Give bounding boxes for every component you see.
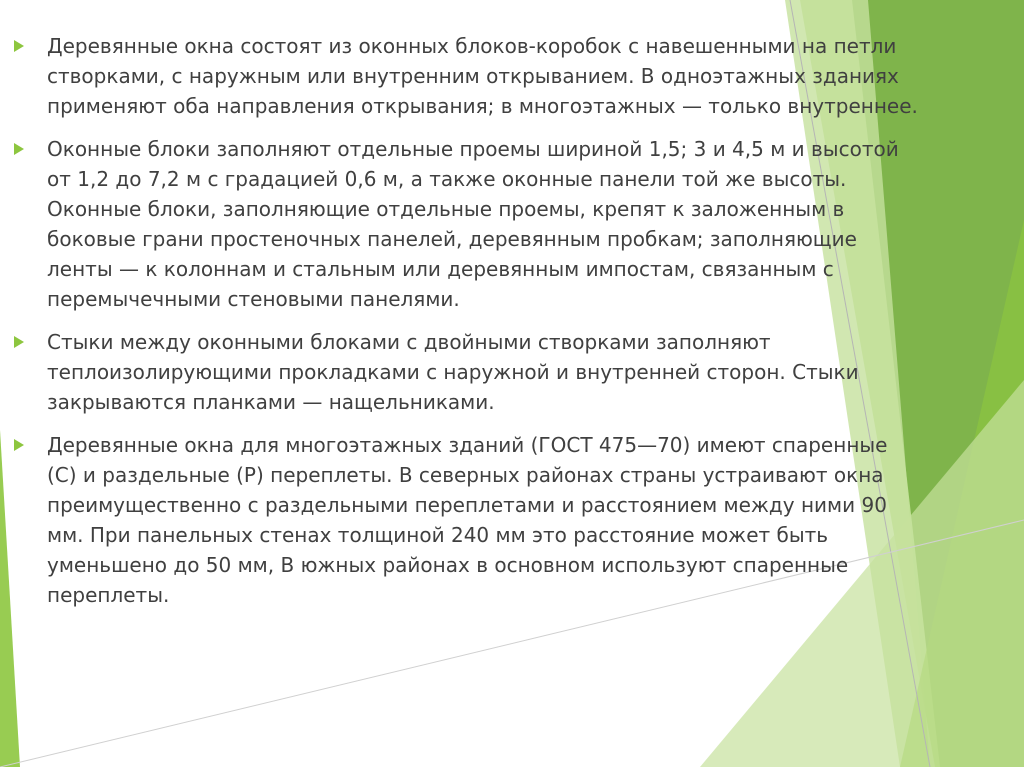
bullet-line: переплеты. [47, 583, 170, 607]
bullet-line: створками, с наружным или внутренним открыванием. В одноэтажных зданиях [47, 64, 899, 88]
bullet-item [14, 134, 1014, 314]
bullet-line: Стыки между оконными блоками с двойными створками заполняют [47, 330, 771, 354]
bullet-line: перемычечными стеновыми панелями. [47, 287, 460, 311]
bullet-line: (С) и раздельные (Р) переплеты. В северных районах страны устраивают окна [47, 463, 884, 487]
triangle-right-icon [14, 439, 24, 451]
bullet-item [14, 31, 1014, 121]
bullet-item [14, 327, 1014, 417]
bullet-line: Деревянные окна для многоэтажных зданий (ГОСТ 475—70) имеют спаренные [47, 433, 888, 457]
triangle-right-icon [14, 143, 24, 155]
bullet-line: теплоизолирующими прокладками с наружной и внутренней сторон. Стыки [47, 360, 859, 384]
bullet-item [14, 430, 1014, 610]
bullet-list [14, 31, 1014, 623]
bullet-line: уменьшено до 50 мм, В южных районах в основном используют спаренные [47, 553, 849, 577]
bullet-line: применяют оба направления открывания; в многоэтажных — только внутреннее. [47, 94, 918, 118]
bullet-line: боковые грани простеночных панелей, деревянным пробкам; заполняющие [47, 227, 857, 251]
bullet-line: закрываются планками — нащельниками. [47, 390, 495, 414]
bullet-line: Оконные блоки, заполняющие отдельные проемы, крепят к заложенным в [47, 197, 845, 221]
bullet-line: мм. При панельных стенах толщиной 240 мм это расстояние может быть [47, 523, 829, 547]
triangle-right-icon [14, 336, 24, 348]
bullet-line: преимущественно с раздельными переплетами и расстоянием между ними 90 [47, 493, 887, 517]
bullet-line: Деревянные окна состоят из оконных блоков-коробок с навешенными на петли [47, 34, 897, 58]
bullet-line: ленты — к колоннам и стальным или деревянным импостам, связанным с [47, 257, 834, 281]
bullet-line: Оконные блоки заполняют отдельные проемы шириной 1,5; 3 и 4,5 м и высотой [47, 137, 899, 161]
triangle-right-icon [14, 40, 24, 52]
bullet-line: от 1,2 до 7,2 м с градацией 0,6 м, а также оконные панели той же высоты. [47, 167, 847, 191]
